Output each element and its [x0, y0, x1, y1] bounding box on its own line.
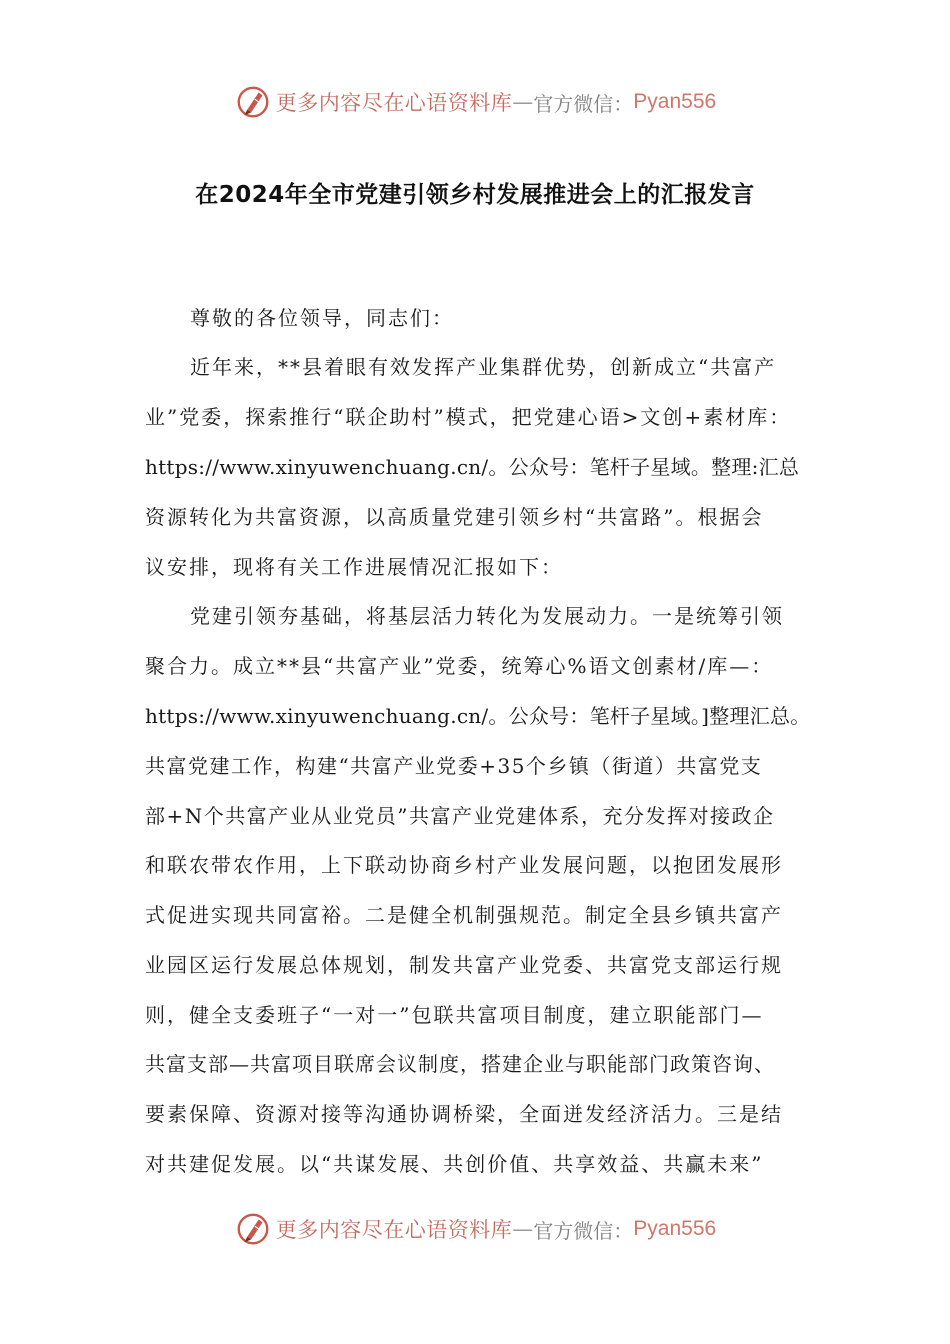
banner-text: 更多内容尽在心语资料库: [275, 91, 513, 115]
body-line: 资源转化为共富资源，以高质量党建引领乡村“共富路”。根据会: [145, 505, 764, 529]
banner-wechat-label: 官方微信：: [533, 1218, 634, 1243]
body-line: 业园区运行发展总体规划，制发共富产业党委、共富党支部运行规: [145, 953, 783, 977]
body-line: 部+N个共富产业从业党员”共富产业党建体系，充分发挥对接政企: [145, 804, 775, 828]
body-line: 要素保障、资源对接等沟通协调桥梁，全面迸发经济活力。三是结: [145, 1102, 783, 1126]
body-line: 共富支部—共富项目联席会议制度，搭建企业与职能部门政策咨询、: [145, 1052, 775, 1076]
banner-wechat-id: Pyan556: [633, 1217, 717, 1240]
banner-wechat-label: 官方微信：: [533, 91, 634, 116]
body-line: 业”党委，探索推行“联企助村”模式，把党建心语>文创+素材库：: [145, 405, 792, 429]
body-line: 尊敬的各位领导，同志们：: [190, 306, 454, 330]
banner-separator: —: [512, 1217, 534, 1241]
body-line: 则，健全支委班子“一对一”包联共富项目制度，建立职能部门—: [145, 1003, 764, 1027]
body-line: 式促进实现共同富裕。二是健全机制强规范。制定全县乡镇共富产: [145, 903, 783, 927]
body-line: 近年来，**县着眼有效发挥产业集群优势，创新成立“共富产: [190, 355, 777, 379]
header-watermark-banner: [0, 80, 950, 124]
body-line: https://www.xinyuwenchuang.cn/。公众号：笔杆子星域。]整理汇总。: [145, 704, 811, 728]
body-line: 党建引领夯基础，将基层活力转化为发展动力。一是统筹引领: [190, 604, 784, 628]
pen-nib-logo-icon: [234, 1210, 272, 1248]
body-line: 议安排，现将有关工作进展情况汇报如下：: [145, 555, 563, 579]
banner-wechat-id: Pyan556: [633, 90, 717, 113]
pen-nib-logo-icon: [234, 83, 272, 121]
body-line: 共富党建工作，构建“共富产业党委+35个乡镇（街道）共富党支: [145, 754, 763, 778]
body-line: 聚合力。成立**县“共富产业”党委，统筹心%语文创素材/库—：: [145, 654, 774, 678]
body-line: 和联农带农作用，上下联动协商乡村产业发展问题，以抱团发展形: [145, 853, 783, 877]
document-title: 在2024年全市党建引领乡村发展推进会上的汇报发言: [195, 182, 755, 208]
banner-separator: —: [512, 90, 534, 114]
footer-watermark-banner: [0, 1207, 950, 1251]
body-line: https://www.xinyuwenchuang.cn/。公众号：笔杆子星域。整理:汇总: [145, 455, 800, 479]
banner-text: 更多内容尽在心语资料库: [275, 1218, 513, 1242]
body-line: 对共建促发展。以“共谋发展、共创价值、共享效益、共赢未来”: [145, 1152, 764, 1176]
